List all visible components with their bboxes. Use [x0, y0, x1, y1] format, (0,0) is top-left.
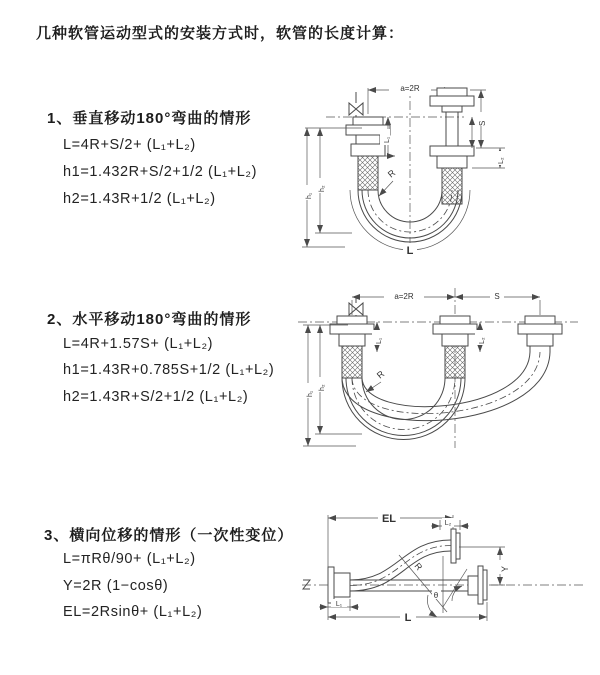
svg-text:S: S [494, 292, 500, 301]
svg-text:R: R [385, 167, 398, 180]
angle-construction [399, 555, 467, 617]
svg-text:L₁: L₁ [335, 601, 343, 608]
horizontal-travel-diagram [293, 283, 583, 455]
dimension-fitting-right [495, 148, 505, 168]
dimension-length [328, 602, 487, 624]
displaced-hose-position [350, 529, 460, 591]
middle-flange-fitting [433, 316, 477, 378]
dimension-stroke [455, 290, 540, 301]
braided-hose-section [442, 168, 462, 204]
section-1-heading: 1、垂直移动180°弯曲的情形 [47, 110, 252, 127]
dimension-fitting-right [431, 518, 469, 530]
left-flange-fitting [328, 567, 350, 603]
section-3-heading: 3、横向位移的情形（一次性变位） [44, 527, 294, 544]
right-flange-fitting [518, 316, 562, 346]
braided-hose-section [445, 346, 465, 378]
svg-text:L₁: L₁ [384, 136, 391, 143]
svg-text:EL: EL [381, 513, 397, 525]
svg-text:h₁: h₁ [306, 192, 313, 199]
section-2-formula-L: L=4R+1.57S+ (L₁+L₂) [63, 336, 214, 352]
section-3-formula-EL: EL=2Rsinθ+ (L₁+L₂) [63, 604, 203, 620]
dimension-span [352, 290, 540, 315]
section-2-formula-h2: h2=1.43R+S/2+1/2 (L₁+L₂) [63, 389, 249, 405]
radius-label [379, 167, 398, 196]
svg-text:L₂: L₂ [498, 157, 505, 164]
svg-text:L₂: L₂ [479, 337, 486, 344]
svg-text:L: L [406, 245, 414, 257]
vertical-travel-diagram [293, 73, 565, 258]
section-1-formula-h1: h1=1.432R+S/2+1/2 (L₁+L₂) [63, 164, 258, 180]
svg-text:a=2R: a=2R [400, 84, 420, 93]
valve-icon [349, 297, 363, 318]
section-1-formula-L: L=4R+S/2+ (L₁+L₂) [63, 137, 196, 153]
radius-label: R [412, 560, 425, 573]
braided-hose-section [358, 156, 378, 190]
svg-text:R: R [374, 368, 387, 381]
u-bend-hose-position1 [342, 378, 465, 440]
radius-label [366, 368, 387, 392]
valve-icon [349, 92, 363, 117]
svg-text:L: L [404, 612, 412, 624]
svg-text:h₂: h₂ [319, 185, 326, 192]
dimension-h2 [315, 128, 352, 233]
section-1-formula-h2: h2=1.43R+1/2 (L₁+L₂) [63, 191, 216, 207]
dimension-fitting-left [319, 599, 359, 611]
braided-hose-section [342, 346, 362, 378]
svg-text:S: S [478, 120, 487, 126]
svg-text:L₂: L₂ [444, 520, 452, 527]
page-title: 几种软管运动型式的安装方式时，软管的长度计算： [36, 25, 405, 42]
right-flange-fitting [430, 88, 474, 204]
svg-text:h₂: h₂ [319, 384, 326, 391]
svg-text:Y: Y [500, 565, 510, 572]
lateral-displacement-diagram [298, 503, 590, 650]
svg-text:h₁: h₁ [307, 390, 314, 397]
section-3-formula-Y: Y=2R (1−cosθ) [63, 578, 169, 594]
section-3-formula-L: L=πRθ/90+ (L₁+L₂) [63, 551, 196, 567]
section-2-heading: 2、水平移动180°弯曲的情形 [47, 311, 252, 328]
svg-text:a=2R: a=2R [394, 292, 414, 301]
section-2-formula-h1: h1=1.43R+0.785S+1/2 (L₁+L₂) [63, 362, 275, 378]
length-label [403, 243, 417, 257]
angle-label: θ [433, 591, 439, 600]
svg-text:L₁: L₁ [376, 337, 383, 344]
break-symbol [303, 580, 310, 589]
